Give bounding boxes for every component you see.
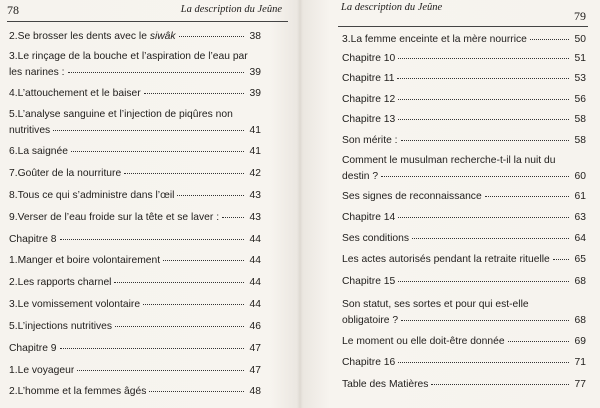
- toc-entry[interactable]: [9, 108, 261, 137]
- toc-leader-dots: [179, 36, 244, 37]
- toc-entry-label-line1: Comment le musulman recherche-t-il la nuit du: [342, 155, 556, 166]
- toc-entry-page: 39: [249, 88, 261, 99]
- toc-entry-page: 77: [574, 379, 586, 390]
- toc-entry-page: 47: [249, 365, 261, 376]
- toc-entry[interactable]: [9, 50, 261, 79]
- toc-leader-dots: [398, 99, 569, 100]
- toc-entry[interactable]: [342, 113, 586, 126]
- toc-entry-label: 4.L’attouchement et le baiser: [9, 88, 141, 99]
- toc-leader-dots: [115, 326, 244, 327]
- toc-leader-dots: [553, 259, 569, 260]
- running-title: La description du Jeûne: [341, 2, 443, 13]
- toc-entry-page: 44: [249, 277, 261, 288]
- toc-entry[interactable]: [342, 154, 586, 183]
- toc-leader-dots: [114, 282, 244, 283]
- toc-entry-page: 58: [574, 114, 586, 125]
- toc-entry-label: Chapitre 11: [342, 73, 395, 84]
- toc-entry-label: Chapitre 14: [342, 212, 396, 223]
- toc-entry-label-line2: les narines :: [9, 67, 65, 78]
- toc-entry-page: 38: [249, 31, 261, 42]
- toc-entry-label-line2: nutritives: [9, 125, 51, 136]
- toc-entry[interactable]: [9, 364, 261, 377]
- page-number: 79: [574, 9, 586, 23]
- toc-entry-page: 51: [574, 53, 586, 64]
- toc-entry-label: 5.L’injections nutritives: [9, 321, 113, 332]
- toc-entry-page: 63: [574, 212, 586, 223]
- toc-entry-page: 42: [249, 168, 261, 179]
- toc-entry[interactable]: [9, 87, 261, 100]
- toc-leader-dots: [144, 93, 244, 94]
- header-rule: [338, 26, 588, 27]
- toc-entry-label: 2.Se brosser les dents avec le siwâk: [9, 31, 176, 42]
- toc-entry-label: Son mérite :: [342, 135, 398, 146]
- toc-entry-label: Les actes autorisés pendant la retraite rituelle: [342, 254, 550, 265]
- toc-entry-page: 61: [574, 191, 586, 202]
- toc-entry[interactable]: [9, 298, 261, 311]
- toc-leader-dots: [143, 304, 244, 305]
- toc-entry[interactable]: [342, 335, 586, 348]
- toc-entry-page: 39: [249, 67, 261, 78]
- toc-entry-page: 43: [249, 212, 261, 223]
- toc-leader-dots: [149, 391, 244, 392]
- toc-leader-dots: [412, 238, 569, 239]
- toc-leader-dots: [397, 78, 569, 79]
- toc-entry-label-line2: obligatoire ?: [342, 315, 399, 326]
- toc-entry-label: Ses conditions: [342, 233, 409, 244]
- toc-entry[interactable]: [9, 211, 261, 224]
- toc-entry[interactable]: [342, 378, 586, 391]
- toc-entry-page: 53: [574, 73, 586, 84]
- toc-entry[interactable]: [9, 342, 261, 355]
- toc-entry-page: 48: [249, 386, 261, 397]
- toc-leader-dots: [508, 341, 569, 342]
- toc-entry-page: 43: [249, 190, 261, 201]
- toc-leader-dots: [124, 173, 244, 174]
- toc-leader-dots: [398, 281, 569, 282]
- toc-entry-label: 8.Tous ce qui s’administre dans l’œil: [9, 190, 175, 201]
- toc-entry[interactable]: [9, 30, 261, 43]
- toc-leader-dots: [431, 384, 569, 385]
- toc-entry-page: 44: [249, 299, 261, 310]
- toc-leader-dots: [381, 176, 569, 177]
- toc-entry-label-line1: Son statut, ses sortes et pour qui est-elle: [342, 299, 529, 310]
- toc-entry[interactable]: [9, 254, 261, 267]
- toc-entry-label: 2.L’homme et la femmes âgés: [9, 386, 147, 397]
- toc-entry-page: 41: [249, 125, 261, 136]
- toc-entry-page: 68: [574, 276, 586, 287]
- toc-entry[interactable]: [9, 233, 261, 246]
- toc-entry-page: 41: [249, 146, 261, 157]
- toc-entry-label: Ses signes de reconnaissance: [342, 191, 482, 202]
- toc-leader-dots: [485, 196, 569, 197]
- toc-entry-label-line1: 3.Le rinçage de la bouche et l’aspiration de l’eau par: [9, 51, 248, 62]
- toc-entry-page: 65: [574, 254, 586, 265]
- toc-leader-dots: [401, 140, 569, 141]
- toc-entry-label: 2.Les rapports charnel: [9, 277, 112, 288]
- toc-leader-dots: [53, 130, 244, 131]
- toc-entry-label: Table des Matières: [342, 379, 429, 390]
- toc-entry-label: Chapitre 9: [9, 343, 57, 354]
- toc-entry[interactable]: [342, 72, 586, 85]
- toc-entry[interactable]: [342, 211, 586, 224]
- toc-leader-dots: [177, 195, 244, 196]
- toc-entry-page: 47: [249, 343, 261, 354]
- toc-entry-label: 7.Goûter de la nourriture: [9, 168, 122, 179]
- toc-entry-page: 68: [574, 315, 586, 326]
- toc-entry-label: 9.Verser de l’eau froide sur la tête et se laver :: [9, 212, 220, 223]
- toc-leader-dots: [68, 72, 244, 73]
- toc-entry-label: Chapitre 12: [342, 94, 396, 105]
- toc-entry-page: 58: [574, 135, 586, 146]
- toc-entry-page: 69: [574, 336, 586, 347]
- toc-entry[interactable]: [342, 232, 586, 245]
- toc-entry[interactable]: [342, 356, 586, 369]
- running-title: La description du Jeûne: [180, 4, 282, 15]
- header-rule: [7, 21, 288, 22]
- page-number: 78: [7, 3, 19, 17]
- toc-entry[interactable]: [342, 33, 586, 46]
- toc-entry-page: 44: [249, 255, 261, 266]
- toc-entry-label: 3.La femme enceinte et la mère nourrice: [342, 34, 527, 45]
- toc-leader-dots: [222, 217, 244, 218]
- toc-leader-dots: [398, 217, 569, 218]
- toc-entry-page: 50: [574, 34, 586, 45]
- toc-leader-dots: [530, 39, 569, 40]
- toc-entry-label: Chapitre 16: [342, 357, 396, 368]
- toc-entry[interactable]: [9, 189, 261, 202]
- toc-entry[interactable]: [9, 167, 261, 180]
- toc-entry[interactable]: [342, 93, 586, 106]
- toc-entry[interactable]: [342, 253, 586, 266]
- toc-entry-label: Chapitre 15: [342, 276, 396, 287]
- toc-leader-dots: [401, 320, 569, 321]
- toc-leader-dots: [60, 348, 244, 349]
- toc-entry[interactable]: [342, 275, 586, 288]
- toc-entry[interactable]: [9, 145, 261, 158]
- toc-leader-dots: [398, 119, 569, 120]
- toc-entry[interactable]: [342, 190, 586, 203]
- toc-entry-label: 1.Manger et boire volontairement: [9, 255, 161, 266]
- toc-leader-dots: [398, 362, 569, 363]
- toc-entry-label: 1.Le voyageur: [9, 365, 75, 376]
- toc-entry-page: 60: [574, 171, 586, 182]
- right-page: [300, 0, 600, 408]
- toc-entry[interactable]: [9, 276, 261, 289]
- toc-leader-dots: [163, 260, 244, 261]
- toc-entry[interactable]: [342, 52, 586, 65]
- toc-leader-dots: [71, 151, 244, 152]
- toc-entry-label-line1: 5.L’analyse sanguine et l’injection de piqûres non: [9, 109, 233, 120]
- toc-entry[interactable]: [9, 320, 261, 333]
- toc-entry-label: 6.La saignée: [9, 146, 68, 157]
- toc-entry-page: 46: [249, 321, 261, 332]
- toc-entry[interactable]: [342, 134, 586, 147]
- toc-entry-page: 56: [574, 94, 586, 105]
- toc-entry-label: Chapitre 13: [342, 114, 396, 125]
- toc-entry-page: 44: [249, 234, 261, 245]
- toc-entry[interactable]: [342, 298, 586, 327]
- toc-entry-label: Chapitre 8: [9, 234, 57, 245]
- toc-entry-label: 3.Le vomissement volontaire: [9, 299, 141, 310]
- toc-entry-label: Le moment ou elle doit-être donnée: [342, 336, 505, 347]
- toc-entry-label: Chapitre 10: [342, 53, 396, 64]
- toc-entry[interactable]: [9, 385, 261, 398]
- toc-leader-dots: [77, 370, 244, 371]
- toc-entry-label-line2: destin ?: [342, 171, 379, 182]
- toc-entry-page: 71: [574, 357, 586, 368]
- toc-leader-dots: [398, 58, 569, 59]
- toc-entry-page: 64: [574, 233, 586, 244]
- toc-leader-dots: [60, 239, 244, 240]
